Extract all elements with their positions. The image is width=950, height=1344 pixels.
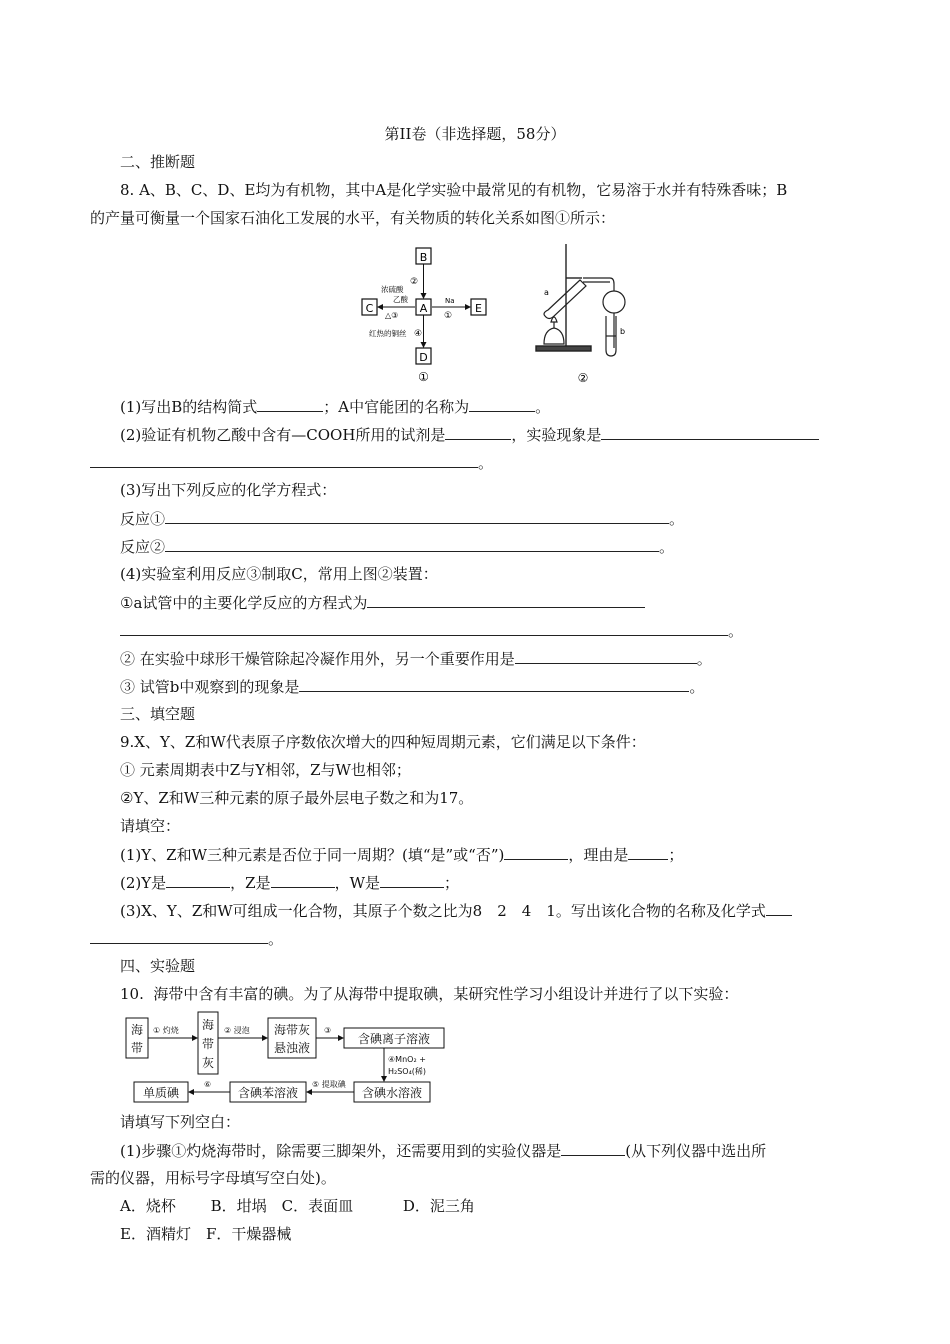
svg-text:带: 带 [201, 1037, 215, 1051]
conversion-diagram [355, 242, 500, 384]
q10-options-line1: A．烧杯 B．坩埚 C．表面皿 D．泥三角 [120, 1197, 475, 1215]
svg-text:② 浸泡: ② 浸泡 [224, 1026, 250, 1035]
section-heading-2: 二、推断题 [120, 153, 196, 171]
label-na: Na [445, 297, 455, 305]
svg-text:含碘离子溶液: 含碘离子溶液 [357, 1032, 431, 1046]
label-acetic: 乙酸 [393, 295, 408, 304]
svg-text:海带灰: 海带灰 [273, 1023, 311, 1037]
q8-part4-1: ①a试管中的主要化学反应的方程式为 [120, 592, 645, 613]
svg-text:③: ③ [324, 1026, 332, 1035]
q9-stem: 9.X、Y、Z和W代表原子序数依次增大的四种短周期元素，它们满足以下条件： [120, 733, 646, 751]
label-step3: △③ [385, 311, 399, 320]
answer-blank[interactable] [601, 424, 819, 440]
q8-part4-3: ③ 试管b中观察到的现象是 。 [120, 678, 705, 696]
box-b-label: B [419, 251, 428, 264]
answer-blank[interactable] [165, 508, 669, 524]
q9-condition1: ① 元素周期表中Z与Y相邻，Z与W也相邻； [120, 761, 411, 779]
q9-part3: (3)X、Y、Z和W可组成一化合物，其原子个数之比为8 2 4 1。写出该化合物的名称及化学式 [120, 900, 792, 921]
svg-text:⑤ 提取碘: ⑤ 提取碘 [312, 1080, 346, 1089]
q8-part4-1-cont: 。 [120, 620, 743, 641]
answer-blank[interactable] [120, 620, 728, 636]
svg-text:海: 海 [130, 1023, 144, 1037]
q8-part2-cont: 。 [90, 452, 493, 473]
label-copper-wire: 红热的铜丝 [369, 329, 407, 338]
section-heading-3: 三、填空题 [120, 705, 196, 723]
svg-text:海: 海 [201, 1018, 215, 1032]
answer-blank[interactable] [90, 928, 268, 944]
answer-blank[interactable] [504, 844, 568, 860]
answer-blank[interactable] [299, 676, 689, 692]
q9-part1: (1)Y、Z和W三种元素是否位于同一周期？(填“是”或“否”) ，理由是 ； [120, 846, 684, 864]
q10-options-line2: E．酒精灯 F．干燥器械 [120, 1225, 292, 1243]
label-tube-a: a [544, 288, 549, 297]
label-step2: ② [410, 277, 419, 287]
alcohol-lamp [544, 317, 564, 344]
box-e-label: E [475, 302, 482, 315]
iron-stand [536, 244, 591, 351]
answer-blank[interactable] [367, 592, 645, 608]
svg-text:④MnO₂ +: ④MnO₂ + [388, 1055, 426, 1064]
box-d-label: D [419, 351, 428, 364]
q8-reaction1: 反应① 。 [120, 510, 685, 528]
q8-part2: (2)验证有机物乙酸中含有—COOH所用的试剂是 ，实验现象是 [120, 424, 819, 445]
figure2-caption: ② [577, 371, 589, 385]
answer-blank[interactable] [469, 396, 535, 412]
answer-blank[interactable] [271, 872, 335, 888]
q8-part4-2: ② 在实验中球形干燥管除起冷凝作用外，另一个重要作用是 。 [120, 650, 712, 668]
apparatus-figure [528, 238, 638, 386]
answer-blank[interactable] [515, 648, 697, 664]
answer-blank[interactable] [165, 536, 659, 552]
q9-fill-instruction: 请填空： [120, 817, 181, 835]
q8-stem-line2: 的产量可衡量一个国家石油化工发展的水平，有关物质的转化关系如图①所示： [90, 209, 616, 227]
svg-text:单质碘: 单质碘 [142, 1086, 180, 1100]
q8-reaction2: 反应② 。 [120, 538, 675, 556]
svg-text:含碘苯溶液: 含碘苯溶液 [237, 1086, 299, 1100]
svg-text:H₂SO₄(稀): H₂SO₄(稀) [388, 1067, 427, 1076]
answer-blank[interactable] [561, 1140, 625, 1156]
svg-text:① 灼烧: ① 灼烧 [153, 1026, 179, 1035]
box-c-label: C [365, 302, 374, 315]
answer-blank[interactable] [766, 900, 792, 916]
svg-text:⑥: ⑥ [204, 1080, 212, 1089]
q9-part3-cont: 。 [90, 928, 283, 949]
svg-text:带: 带 [130, 1041, 144, 1055]
section-title: 第II卷（非选择题，58分） [384, 125, 566, 143]
answer-blank[interactable] [445, 424, 511, 440]
q10-part1-cont: 需的仪器，用标号字母填写空白处)。 [90, 1169, 336, 1187]
q8-part1: (1)写出B的结构简式 ；A中官能团的名称为 。 [120, 398, 551, 416]
svg-text:灰: 灰 [201, 1056, 215, 1070]
q8-part3: (3)写出下列反应的化学方程式： [120, 481, 337, 499]
box-a-label: A [419, 302, 428, 315]
figure1-caption: ① [418, 370, 429, 384]
answer-blank[interactable] [380, 872, 444, 888]
q8-stem-line1: 8. A、B、C、D、E均为有机物，其中A是化学实验中最常见的有机物，它易溶于水并有特殊香味；B [120, 181, 788, 199]
section-heading-4: 四、实验题 [120, 957, 196, 975]
q10-part1: (1)步骤①灼烧海带时，除需要三脚架外，还需要用到的实验仪器是 (从下列仪器中选出所 [120, 1142, 767, 1160]
label-conc-sulfuric: 浓硫酸 [381, 285, 404, 294]
answer-blank[interactable] [257, 396, 323, 412]
q10-fill-instruction: 请填写下列空白： [120, 1113, 241, 1131]
svg-text:悬浊液: 悬浊液 [273, 1041, 311, 1055]
answer-blank[interactable] [90, 452, 478, 468]
q9-condition2: ②Y、Z和W三种元素的原子最外层电子数之和为17。 [120, 789, 474, 807]
q9-part2: (2)Y是 ，Z是 ，W是 ； [120, 874, 460, 892]
svg-text:含碘水溶液: 含碘水溶液 [361, 1086, 423, 1100]
q8-part4: (4)实验室利用反应③制取C，常用上图②装置： [120, 565, 438, 583]
iodine-extraction-flowchart [120, 1010, 450, 1106]
answer-blank[interactable] [166, 872, 230, 888]
label-step1: ① [444, 311, 453, 321]
answer-blank[interactable] [628, 844, 668, 860]
label-step4: ④ [414, 329, 423, 339]
q10-stem: 10. 海带中含有丰富的碘。为了从海带中提取碘，某研究性学习小组设计并进行了以下实验： [120, 985, 739, 1003]
label-tube-b: b [620, 327, 626, 336]
